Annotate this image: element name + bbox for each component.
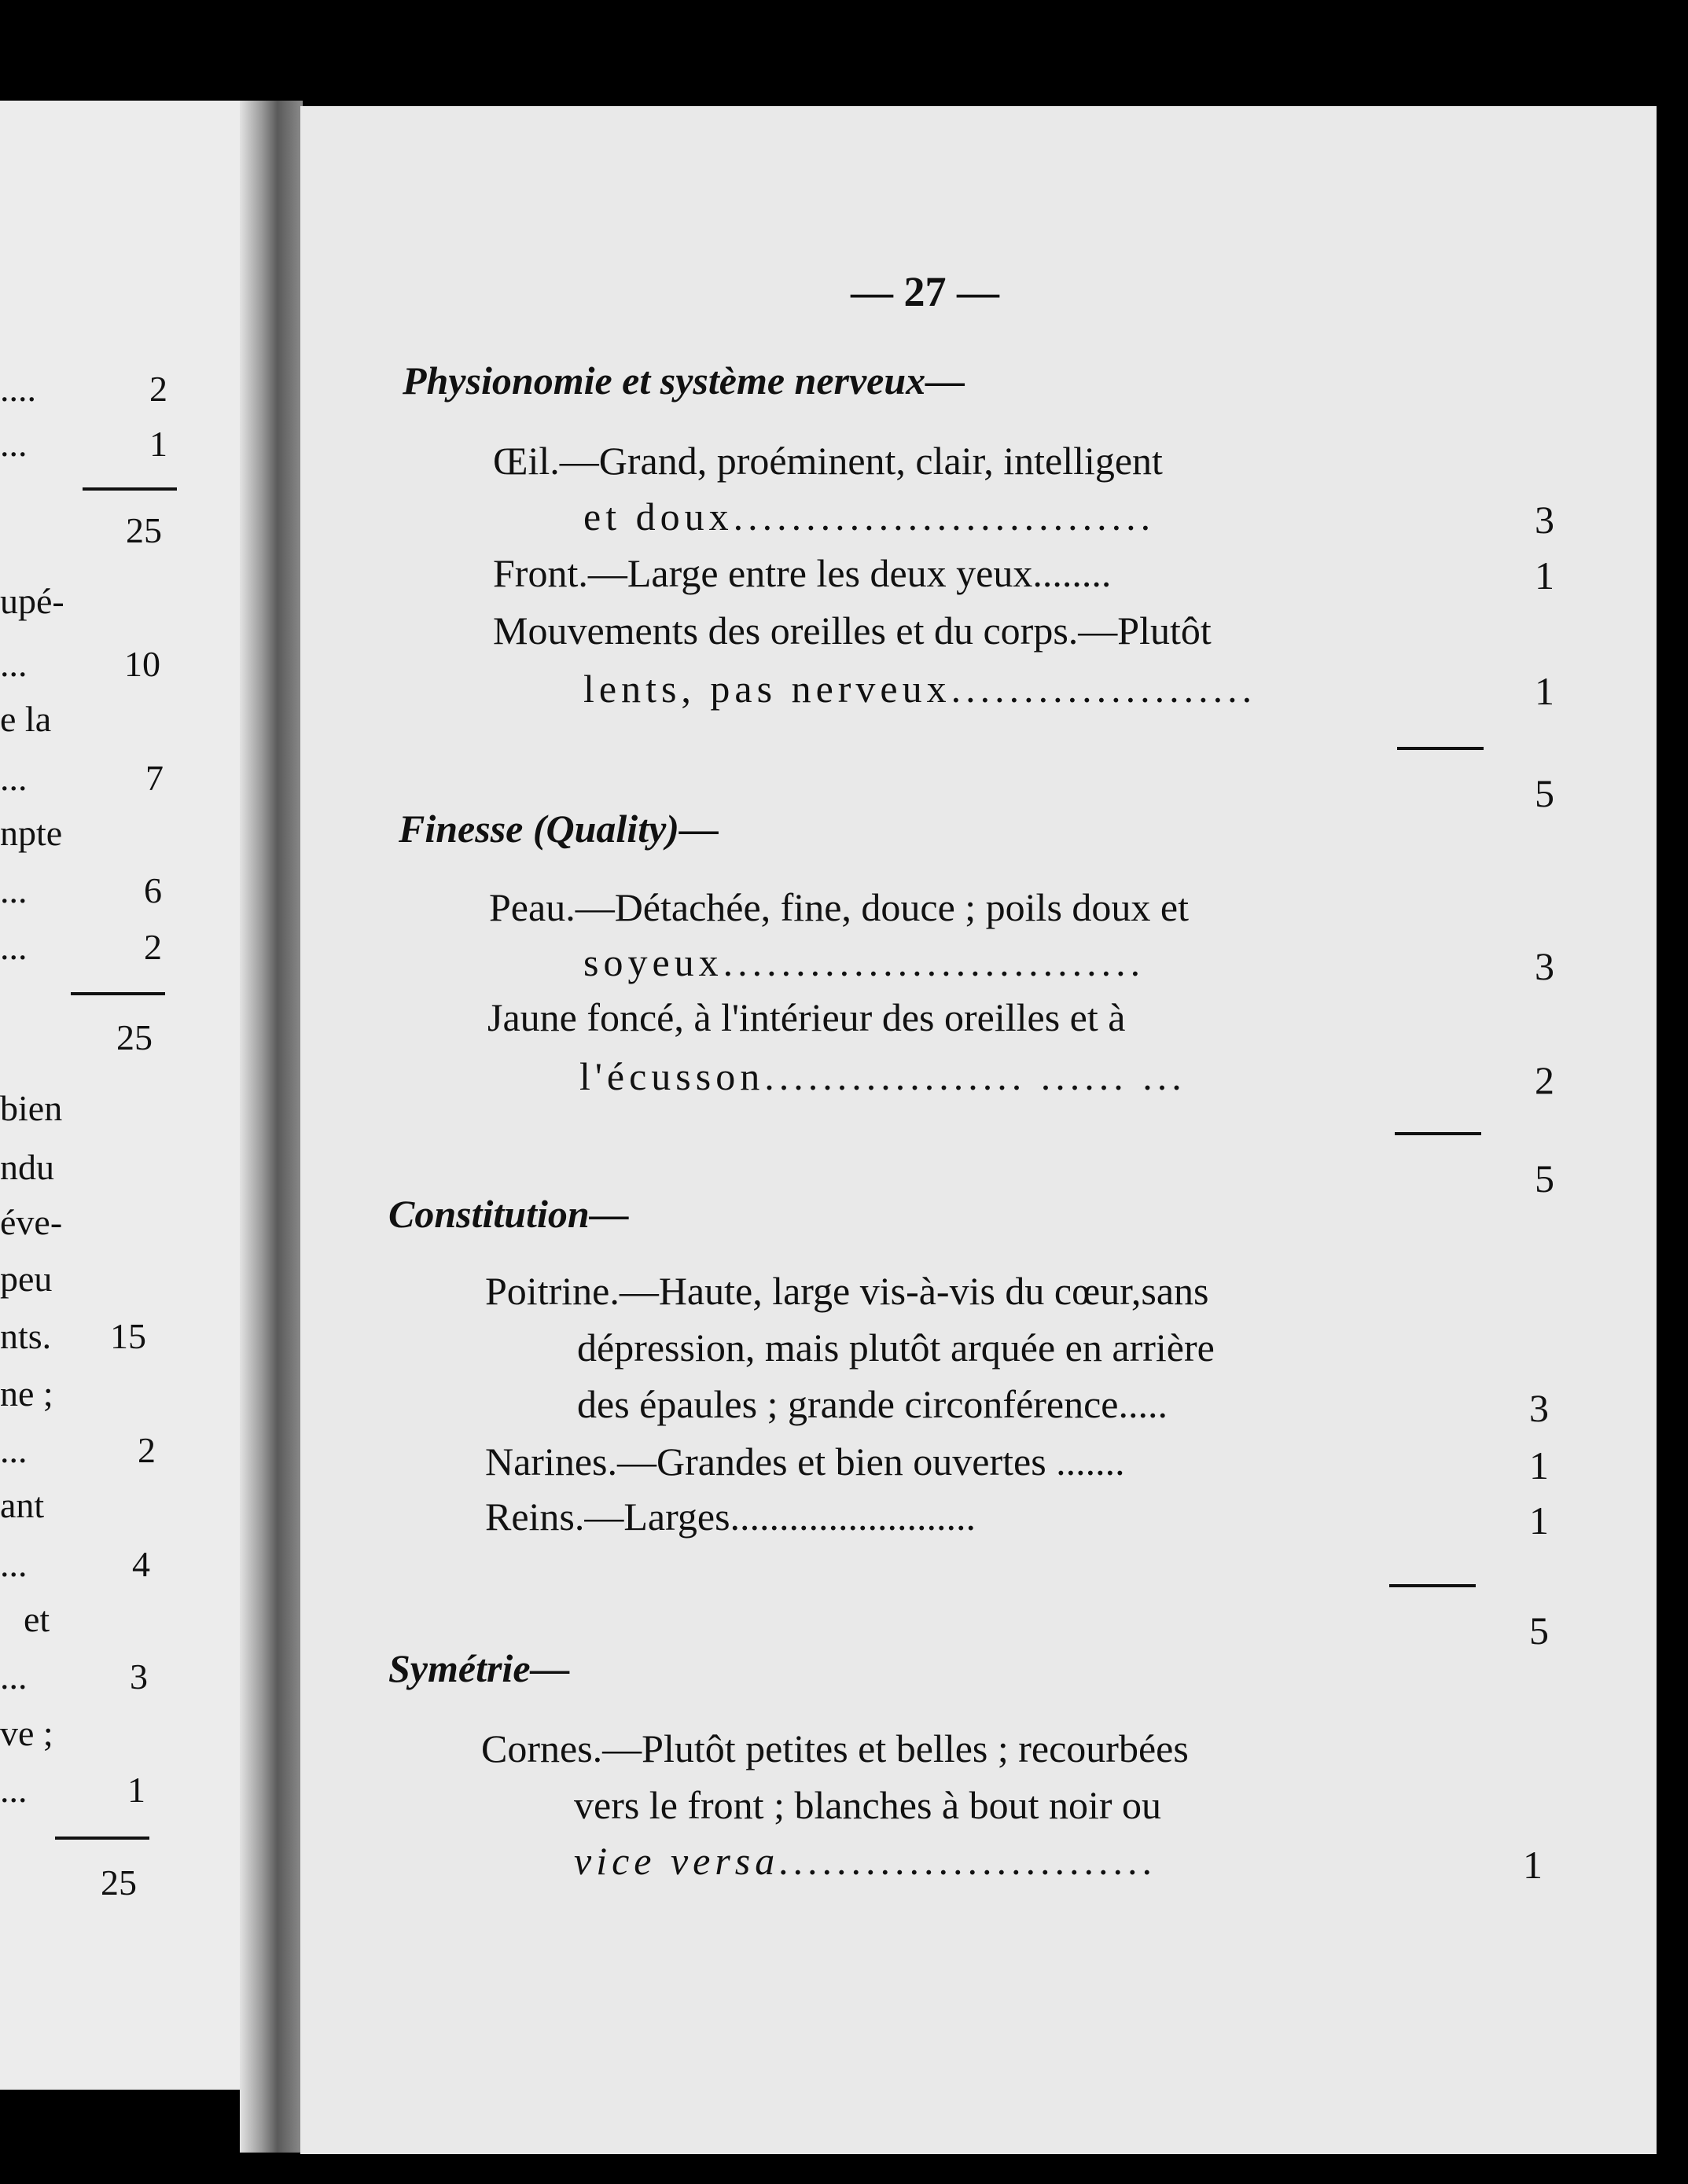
section-total: 5 bbox=[1535, 771, 1554, 815]
left-value: 25 bbox=[101, 1862, 137, 1903]
left-value: 2 bbox=[138, 1430, 156, 1470]
left-line: ant bbox=[0, 1485, 45, 1525]
left-line: bien bbox=[0, 1088, 63, 1128]
score-value: 2 bbox=[1535, 1058, 1554, 1102]
left-rule bbox=[83, 487, 177, 491]
book-binding bbox=[240, 101, 303, 2153]
left-line: e la bbox=[0, 699, 52, 739]
left-line: ... bbox=[0, 644, 28, 684]
left-value: 15 bbox=[110, 1316, 146, 1356]
entry-line: Reins.—Larges......................... bbox=[485, 1495, 976, 1539]
left-line: ... bbox=[0, 927, 28, 967]
left-value: 2 bbox=[144, 927, 162, 967]
entry-line: Front.—Large entre les deux yeux........ bbox=[493, 551, 1112, 595]
entry-line: Poitrine.—Haute, large vis-à-vis du cœur,sans bbox=[485, 1269, 1209, 1313]
entry-line: des épaules ; grande circonférence..... bbox=[577, 1382, 1168, 1426]
entry-line: dépression, mais plutôt arquée en arrière bbox=[577, 1325, 1215, 1370]
left-line: ... bbox=[0, 758, 28, 798]
left-value: 1 bbox=[149, 424, 167, 464]
sum-rule bbox=[1395, 1132, 1481, 1135]
entry-line: Jaune foncé, à l'intérieur des oreilles et à bbox=[487, 995, 1126, 1039]
left-line: éve- bbox=[0, 1202, 63, 1242]
entry-line: et doux............................. bbox=[583, 495, 1156, 539]
entry-line: Narines.—Grandes et bien ouvertes ....... bbox=[485, 1439, 1125, 1484]
score-value: 3 bbox=[1535, 498, 1554, 542]
entry-line: l'écusson.................. ...... ... bbox=[579, 1054, 1186, 1098]
page-number: — 27 — bbox=[851, 268, 999, 315]
left-value: 3 bbox=[130, 1656, 148, 1697]
left-value: 7 bbox=[145, 758, 164, 798]
entry-line: vice versa.......................... bbox=[574, 1839, 1158, 1883]
left-rule bbox=[71, 992, 165, 995]
left-line: nts. bbox=[0, 1316, 52, 1356]
left-value: 4 bbox=[132, 1544, 150, 1584]
left-line: .... bbox=[0, 369, 36, 409]
left-line: ... bbox=[0, 1770, 28, 1810]
entry-line: Œil.—Grand, proéminent, clair, intelligent bbox=[493, 439, 1163, 483]
score-value: 1 bbox=[1535, 669, 1554, 713]
left-value: 25 bbox=[116, 1017, 153, 1057]
left-line: ve ; bbox=[0, 1713, 53, 1753]
score-value: 1 bbox=[1529, 1443, 1549, 1487]
entry-line: Mouvements des oreilles et du corps.—Plutôt bbox=[493, 609, 1212, 653]
left-rule bbox=[55, 1837, 149, 1840]
section-total: 5 bbox=[1535, 1156, 1554, 1200]
sum-rule bbox=[1397, 747, 1484, 750]
section-title-finesse: Finesse (Quality)— bbox=[399, 807, 719, 851]
score-value: 1 bbox=[1523, 1843, 1543, 1887]
left-page-fragment bbox=[0, 101, 263, 2090]
entry-line: Peau.—Détachée, fine, douce ; poils doux et bbox=[489, 885, 1189, 929]
left-line: ... bbox=[0, 870, 28, 910]
entry-line: soyeux............................. bbox=[583, 940, 1146, 984]
left-line: ... bbox=[0, 1544, 28, 1584]
score-value: 1 bbox=[1529, 1498, 1549, 1542]
right-page bbox=[300, 106, 1657, 2154]
section-title-symetrie: Symétrie— bbox=[388, 1646, 570, 1690]
left-value: 10 bbox=[124, 644, 160, 684]
left-line: et bbox=[24, 1599, 50, 1639]
section-title-physionomie: Physionomie et système nerveux— bbox=[403, 358, 965, 403]
section-total: 5 bbox=[1529, 1609, 1549, 1653]
left-line: ... bbox=[0, 1430, 28, 1470]
score-value: 1 bbox=[1535, 553, 1554, 597]
score-value: 3 bbox=[1535, 944, 1554, 988]
entry-line: vers le front ; blanches à bout noir ou bbox=[574, 1783, 1162, 1827]
left-line: ... bbox=[0, 1656, 28, 1697]
entry-line: Cornes.—Plutôt petites et belles ; recourbées bbox=[481, 1726, 1189, 1770]
left-value: 2 bbox=[149, 369, 167, 409]
left-line: ndu bbox=[0, 1147, 54, 1187]
entry-line: lents, pas nerveux..................... bbox=[583, 667, 1257, 711]
left-value: 25 bbox=[126, 510, 162, 550]
section-title-constitution: Constitution— bbox=[388, 1192, 629, 1236]
left-value: 6 bbox=[144, 870, 162, 910]
left-line: ... bbox=[0, 424, 28, 464]
sum-rule bbox=[1389, 1584, 1476, 1587]
left-line: ne ; bbox=[0, 1373, 53, 1414]
left-line: upé- bbox=[0, 581, 64, 621]
left-value: 1 bbox=[127, 1770, 145, 1810]
left-line: npte bbox=[0, 813, 63, 853]
left-line: peu bbox=[0, 1259, 53, 1299]
score-value: 3 bbox=[1529, 1386, 1549, 1430]
